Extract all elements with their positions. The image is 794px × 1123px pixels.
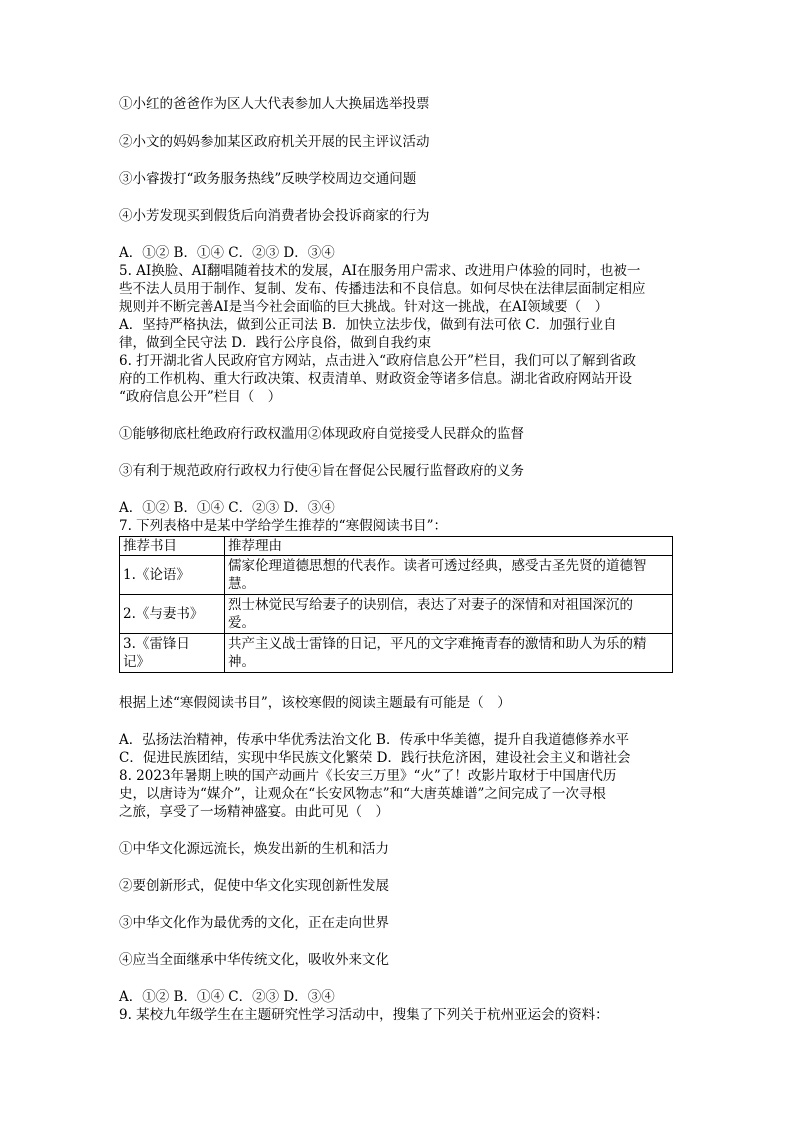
q6-stem-line-1: 6. 打开湖北省人民政府官方网站，点击进入“政府信息公开”栏目，我们可以了解到省政 <box>119 353 636 369</box>
q4-option-4: ④小芳发现买到假货后向消费者协会投诉商家的行为 <box>119 208 430 224</box>
q8-stem-line-1: 8. 2023年暑期上映的国产动画片《长安三万里》“火”了！改影片取材于中国唐代历 <box>119 768 617 784</box>
book-reason-cell <box>225 556 673 595</box>
q8-option-2: ②要创新形式，促使中华文化实现创新性发展 <box>119 878 389 894</box>
q6-answer-choices: A．①② B．①④ C．②③ D．③④ <box>119 500 335 516</box>
q4-option-1: ①小红的爸爸作为区人大代表参加人大换届选举投票 <box>119 96 430 112</box>
q6-stem-line-2: 府的工作机构、重大行政决策、权责清单、财政资金等诸多信息。湖北省政府网站开设 <box>119 371 632 387</box>
reason-line-2: 爱。 <box>228 615 255 631</box>
q5-stem-line-3: 规则并不断完善AI是当今社会面临的巨大挑战。针对这一挑战，在AI领域要（ ） <box>119 299 609 315</box>
reason-line-2: 神。 <box>228 654 255 670</box>
reading-list-table <box>119 536 673 673</box>
q6-options-line-2: ③有利于规范政府行政权力行使④旨在督促公民履行监督政府的义务 <box>119 463 524 479</box>
book-title-line: 2.《与妻书》 <box>123 606 204 622</box>
table-header-book: 推荐书目 <box>120 537 225 556</box>
book-title-line-1: 3.《雷锋日 <box>123 636 190 652</box>
table-row <box>120 556 673 595</box>
book-reason-cell <box>225 634 673 673</box>
reason-line-1: 儒家伦理道德思想的代表作。读者可透过经典，感受古圣先贤的道德智 <box>228 558 647 574</box>
reason-line-1: 共产主义战士雷锋的日记，平凡的文字难掩青春的激情和助人为乐的精 <box>228 636 647 652</box>
q5-stem-line-2: 些不法人员用于制作、复制、发布、传播违法和不良信息。如何尽快在法律层面制定相应 <box>119 281 646 297</box>
q6-options-line-1: ①能够彻底杜绝政府行政权滥用②体现政府自觉接受人民群众的监督 <box>119 426 524 442</box>
reason-line-1: 烈士林觉民写给妻子的诀别信，表达了对妻子的深情和对祖国深沉的 <box>228 597 633 613</box>
q5-answer-line-1: A．坚持严格执法，做到公正司法 B．加快立法步伐，做到有法可依 C．加强行业自 <box>119 317 617 333</box>
q8-stem-line-2: 史，以唐诗为“媒介”，让观众在“长安风物志”和“大唐英雄谱”之间完成了一次寻根 <box>119 786 606 802</box>
q6-stem-line-3: “政府信息公开”栏目（ ） <box>119 389 282 405</box>
q7-question: 根据上述“寒假阅读书目”，该校寒假的阅读主题最有可能是（ ） <box>119 695 511 711</box>
table-row <box>120 595 673 634</box>
q7-answer-line-1: A．弘扬法治精神，传承中华优秀法治文化 B．传承中华美德，提升自我道德修养水平 <box>119 732 629 748</box>
book-title-cell <box>120 634 225 673</box>
q4-answer-choices: A．①② B．①④ C．②③ D．③④ <box>119 245 335 261</box>
q5-stem-line-1: 5. AI换脸、AI翻唱随着技术的发展，AI在服务用户需求、改进用户体验的同时，也被一 <box>119 263 641 279</box>
q7-intro: 7. 下列表格中是某中学给学生推荐的“寒假阅读书目”： <box>119 518 447 534</box>
book-title-line-2: 记》 <box>123 654 150 670</box>
book-reason-cell <box>225 595 673 634</box>
q5-answer-line-2: 律，做到全民守法 D．践行公序良俗，做到自我约束 <box>119 335 432 351</box>
q4-option-2: ②小文的妈妈参加某区政府机关开展的民主评议活动 <box>119 134 430 150</box>
table-header-reason: 推荐理由 <box>225 537 673 556</box>
table-row <box>120 634 673 673</box>
q7-answer-line-2: C．促进民族团结，实现中华民族文化繁荣 D．践行扶危济困，建设社会主义和谐社会 <box>119 750 631 766</box>
book-title-cell <box>120 595 225 634</box>
book-title-cell <box>120 556 225 595</box>
q9-stem-line-1: 9. 某校九年级学生在主题研究性学习活动中，搜集了下列关于杭州亚运会的资料： <box>119 1007 609 1023</box>
q8-option-4: ④应当全面继承中华传统文化，吸收外来文化 <box>119 952 389 968</box>
book-title-line: 1.《论语》 <box>123 567 190 583</box>
q8-option-1: ①中华文化源远流长，焕发出新的生机和活力 <box>119 841 389 857</box>
reason-line-2: 慧。 <box>228 576 255 592</box>
table-header-row <box>120 537 673 556</box>
q4-option-3: ③小睿拨打“政务服务热线”反映学校周边交通问题 <box>119 171 417 187</box>
q8-stem-line-3: 之旅，享受了一场精神盛宴。由此可见（ ） <box>119 804 389 820</box>
q8-answer-choices: A．①② B．①④ C．②③ D．③④ <box>119 989 335 1005</box>
q8-option-3: ③中华文化作为最优秀的文化，正在走向世界 <box>119 915 389 931</box>
